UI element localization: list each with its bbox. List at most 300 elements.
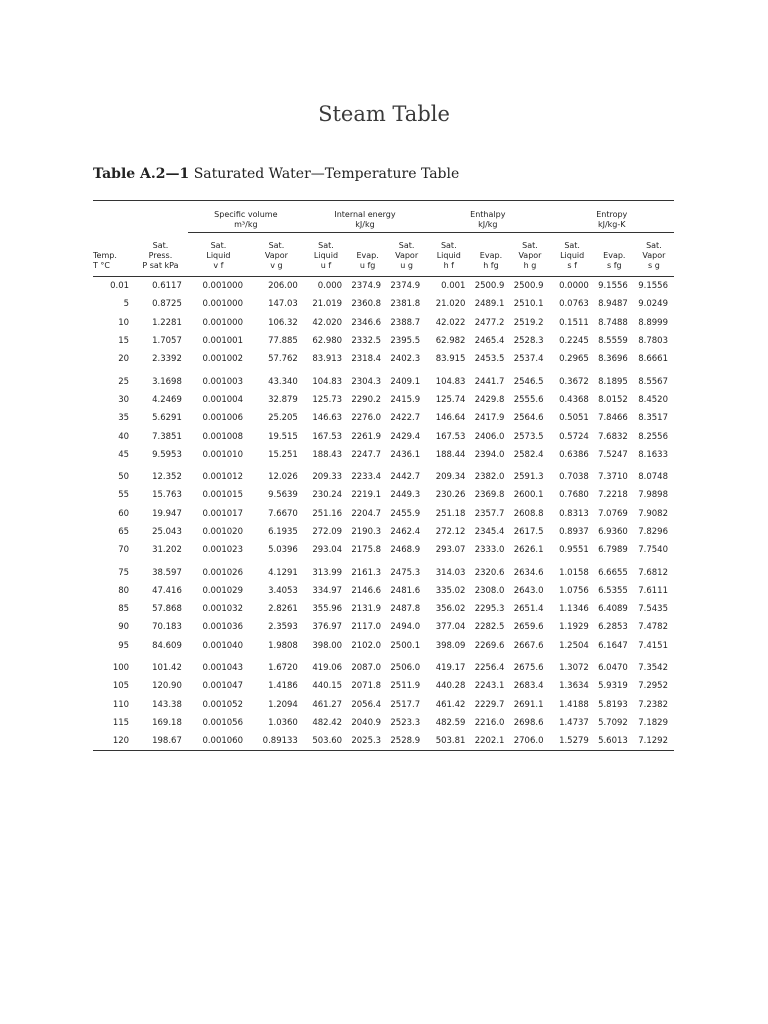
table-cell: 0.2245 [559, 336, 589, 347]
table-row [93, 350, 674, 368]
table-cell: 7.6111 [638, 585, 668, 596]
table-cell: 419.06 [312, 663, 343, 674]
table-cell: 0.1511 [559, 317, 589, 328]
table-cell: 0.001040 [202, 640, 243, 651]
table-cell: 5.7092 [598, 717, 628, 728]
table-cell: 9.5639 [268, 490, 298, 501]
table-cell: 9.1556 [638, 281, 668, 292]
table-cell: 376.97 [312, 622, 343, 633]
table-cell: 7.0769 [598, 508, 628, 519]
table-cell: 2056.4 [351, 699, 382, 710]
table-cell: 0.001006 [202, 413, 243, 424]
table-cell: 0.001060 [188, 732, 249, 751]
table-cell: 21.020 [435, 299, 466, 310]
table-cell: 0.2965 [559, 354, 589, 365]
table-cell: 2517.7 [390, 699, 421, 710]
table-cell: 6.1935 [268, 527, 298, 537]
table-cell: 0.001010 [202, 449, 243, 460]
table-cell: 7.6670 [268, 508, 298, 519]
table-cell: 105 [112, 681, 130, 692]
column-header: Sat. Vapor h g [510, 233, 549, 277]
table-cell: 2455.9 [390, 508, 421, 519]
table-cell: 31.202 [152, 545, 182, 556]
table-cell: 8.3517 [638, 413, 668, 424]
table-cell: 0.001017 [202, 508, 243, 519]
table-cell: 5.6291 [152, 413, 182, 424]
table-cell: 7.4151 [638, 640, 668, 651]
table-cell: 12.026 [268, 472, 298, 483]
table-cell: 1.0158 [559, 567, 589, 578]
column-header: Sat. Press. P sat kPa [133, 233, 188, 277]
table-cell: 2394.0 [474, 449, 505, 460]
table-cell: 1.1346 [559, 604, 589, 615]
table-cell: 21.019 [312, 299, 343, 310]
table-row [93, 505, 674, 523]
table-cell: 77.885 [268, 336, 298, 347]
table-cell: 8.6661 [638, 354, 668, 365]
table-cell: 2146.6 [351, 585, 382, 596]
table-cell: 0.001000 [202, 317, 243, 328]
table-cell: 45 [118, 449, 130, 460]
table-cell: 2634.6 [513, 567, 544, 578]
table-cell: 2374.9 [390, 281, 421, 292]
table-cell: 0.001047 [202, 681, 243, 692]
table-cell: 7.3851 [152, 431, 182, 442]
table-cell: 4.1291 [268, 567, 298, 578]
table-cell: 5 [123, 299, 130, 310]
table-cell: 0.6386 [559, 449, 589, 460]
table-row [93, 732, 674, 751]
table-cell: 65 [118, 527, 130, 537]
table-cell: 2500.1 [390, 640, 421, 651]
table-cell: 2683.4 [513, 681, 544, 692]
table-cell: 2643.0 [513, 585, 544, 596]
table-cell: 15.763 [152, 490, 182, 501]
table-cell: 0.3672 [559, 376, 589, 387]
table-cell: 2040.9 [351, 717, 382, 728]
table-cell: 0.4368 [559, 394, 589, 405]
table-cell: 2357.7 [474, 508, 505, 519]
table-cell: 0.0000 [559, 281, 589, 292]
steam-table-container [93, 200, 674, 751]
table-cell: 2229.7 [474, 699, 505, 710]
table-cell: 503.81 [426, 732, 471, 751]
table-cell: 6.4089 [598, 604, 628, 615]
table-cell: 2295.3 [474, 604, 505, 615]
table-cell: 482.42 [312, 717, 343, 728]
table-cell: 0.001052 [202, 699, 243, 710]
table-cell: 125.74 [435, 394, 466, 405]
table-cell: 2591.3 [513, 472, 544, 483]
table-cell: 2422.7 [390, 413, 421, 424]
table-cell: 1.2281 [152, 317, 182, 328]
table-cell: 25.205 [268, 413, 298, 424]
table-cell: 2282.5 [474, 622, 505, 633]
table-cell: 2651.4 [513, 604, 544, 615]
table-cell: 25 [118, 376, 130, 387]
table-cell: 0.89133 [249, 732, 304, 751]
saturated-water-table [93, 200, 674, 751]
table-cell: 0.001056 [202, 717, 243, 728]
table-cell: 147.03 [268, 299, 298, 310]
table-cell: 8.0748 [638, 472, 668, 483]
table-cell: 1.2504 [559, 640, 589, 651]
table-cell: 12.352 [152, 472, 182, 483]
table-cell: 1.0756 [559, 585, 589, 596]
table-cell: 2320.6 [474, 567, 505, 578]
table-cell: 209.34 [435, 472, 466, 483]
table-cell: 293.07 [435, 545, 466, 556]
table-row [93, 427, 674, 445]
table-cell: 57.762 [268, 354, 298, 365]
table-cell: 0.001036 [202, 622, 243, 633]
table-cell: 40 [118, 431, 130, 442]
table-cell: 2369.8 [474, 490, 505, 501]
table-cell: 0.5724 [559, 431, 589, 442]
group-specific-volume: Specific volume m³/kg [188, 200, 304, 233]
table-cell: 0.000 [317, 281, 343, 292]
column-header: Sat. Liquid v f [188, 233, 249, 277]
table-cell: 0.001032 [202, 604, 243, 615]
table-cell: 47.416 [152, 585, 182, 596]
table-cell: 1.7057 [152, 336, 182, 347]
table-cell: 1.4188 [559, 699, 589, 710]
table-cell: 10 [118, 317, 130, 328]
table-cell: 335.02 [435, 585, 466, 596]
table-cell: 0.001 [441, 281, 466, 292]
table-cell: 188.44 [435, 449, 466, 460]
table-cell: 95 [118, 640, 130, 651]
table-cell: 2071.8 [351, 681, 382, 692]
table-cell: 313.99 [312, 567, 343, 578]
table-cell: 7.9898 [638, 490, 668, 501]
table-cell: 2449.3 [390, 490, 421, 501]
column-header: Sat. Vapor s g [634, 233, 674, 277]
table-cell: 334.97 [312, 585, 343, 596]
table-cell: 7.4782 [638, 622, 668, 633]
table-cell: 1.3634 [559, 681, 589, 692]
table-cell: 251.18 [435, 508, 466, 519]
table-cell: 2161.3 [351, 567, 382, 578]
table-cell: 8.1895 [598, 376, 628, 387]
page-title: Steam Table [318, 102, 450, 126]
table-cell: 7.6812 [638, 567, 668, 578]
table-cell: 7.7540 [638, 545, 668, 556]
table-cell: 38.597 [152, 567, 182, 578]
table-body [93, 277, 674, 751]
table-cell: 167.53 [435, 431, 466, 442]
table-cell: 1.0360 [268, 717, 298, 728]
table-cell: 104.83 [312, 376, 343, 387]
table-cell: 2546.5 [513, 376, 544, 387]
table-cell: 2308.0 [474, 585, 505, 596]
table-cell: 90 [118, 622, 130, 633]
table-cell: 7.5435 [638, 604, 668, 615]
table-cell: 0.0763 [559, 299, 589, 310]
table-cell: 43.340 [268, 376, 298, 387]
table-cell: 70.183 [152, 622, 182, 633]
table-cell: 2468.9 [390, 545, 421, 556]
table-cell: 100 [112, 663, 130, 674]
table-cell: 2537.4 [513, 354, 544, 365]
table-cell: 2441.7 [474, 376, 505, 387]
table-row [93, 295, 674, 313]
table-cell: 2500.9 [474, 281, 505, 292]
column-header: Evap. s fg [595, 233, 634, 277]
table-cell: 2216.0 [474, 717, 505, 728]
table-cell: 2582.4 [513, 449, 544, 460]
table-cell: 5.6013 [595, 732, 634, 751]
table-cell: 1.4186 [268, 681, 298, 692]
table-cell: 15 [118, 336, 130, 347]
table-cell: 377.04 [435, 622, 466, 633]
table-cell: 198.67 [133, 732, 188, 751]
table-cell: 7.3542 [638, 663, 668, 674]
table-cell: 2442.7 [390, 472, 421, 483]
table-cell: 85 [118, 604, 130, 615]
table-cell: 0.8725 [152, 299, 182, 310]
table-cell: 2332.5 [351, 336, 382, 347]
table-cell: 7.1829 [638, 717, 668, 728]
column-header: Sat. Liquid h f [426, 233, 471, 277]
table-cell: 272.09 [312, 527, 343, 537]
table-cell: 7.2382 [638, 699, 668, 710]
table-row [93, 464, 674, 486]
table-cell: 8.7803 [638, 336, 668, 347]
table-cell: 62.982 [435, 336, 466, 347]
table-cell: 6.9360 [598, 527, 628, 537]
table-cell: 0.001029 [202, 585, 243, 596]
table-cell: 2415.9 [390, 394, 421, 405]
table-cell: 2388.7 [390, 317, 421, 328]
table-cell: 0.001000 [202, 299, 243, 310]
table-cell: 2667.6 [513, 640, 544, 651]
table-cell: 0.001012 [202, 472, 243, 483]
table-cell: 7.8466 [598, 413, 628, 424]
table-cell: 2564.6 [513, 413, 544, 424]
table-cell: 2261.9 [351, 431, 382, 442]
table-cell: 7.2952 [638, 681, 668, 692]
table-cell: 6.6655 [598, 567, 628, 578]
table-cell: 19.515 [268, 431, 298, 442]
table-cell: 2511.9 [390, 681, 421, 692]
table-cell: 2269.6 [474, 640, 505, 651]
table-cell: 2276.0 [351, 413, 382, 424]
table-cell: 84.609 [152, 640, 182, 651]
table-cell: 1.6720 [268, 663, 298, 674]
table-cell: 2617.5 [513, 527, 544, 537]
table-cell: 0.8313 [559, 508, 589, 519]
table-row [93, 277, 674, 296]
table-cell: 2233.4 [351, 472, 382, 483]
table-cell: 0.001008 [202, 431, 243, 442]
table-cell: 8.2556 [638, 431, 668, 442]
table-cell: 15.251 [268, 449, 298, 460]
table-cell: 1.3072 [559, 663, 589, 674]
table-cell: 5.0396 [268, 545, 298, 556]
group-header-row [93, 200, 674, 233]
table-cell: 19.947 [152, 508, 182, 519]
table-cell: 0.001015 [202, 490, 243, 501]
table-row [93, 714, 674, 732]
column-header: Sat. Vapor u g [387, 233, 426, 277]
table-cell: 80 [118, 585, 130, 596]
table-cell: 2402.3 [390, 354, 421, 365]
group-internal-energy: Internal energy kJ/kg [304, 200, 426, 233]
table-cell: 62.980 [312, 336, 343, 347]
table-cell: 2608.8 [513, 508, 544, 519]
table-cell: 314.03 [435, 567, 466, 578]
table-cell: 355.96 [312, 604, 343, 615]
table-cell: 8.9487 [598, 299, 628, 310]
table-cell: 8.5567 [638, 376, 668, 387]
table-cell: 8.0152 [598, 394, 628, 405]
table-cell: 398.09 [435, 640, 466, 651]
column-header: Evap. h fg [471, 233, 510, 277]
column-header: Sat. Liquid u f [304, 233, 348, 277]
table-cell: 2243.1 [474, 681, 505, 692]
table-cell: 2706.0 [510, 732, 549, 751]
table-cell: 2477.2 [474, 317, 505, 328]
table-cell: 2487.8 [390, 604, 421, 615]
table-cell: 6.1647 [598, 640, 628, 651]
table-cell: 2087.0 [351, 663, 382, 674]
table-cell: 1.2094 [268, 699, 298, 710]
table-cell: 120 [93, 732, 133, 751]
table-cell: 104.83 [435, 376, 466, 387]
table-cell: 0.7680 [559, 490, 589, 501]
table-cell: 206.00 [268, 281, 298, 292]
table-cell: 146.63 [312, 413, 343, 424]
table-cell: 2102.0 [351, 640, 382, 651]
table-cell: 120.90 [152, 681, 182, 692]
table-cell: 0.9551 [559, 545, 589, 556]
table-top-rule [93, 200, 674, 201]
table-cell: 2345.4 [474, 527, 505, 537]
table-cell: 8.3696 [598, 354, 628, 365]
column-header-row [93, 233, 674, 277]
column-header: Temp. T °C [93, 233, 133, 277]
table-cell: 503.60 [304, 732, 348, 751]
table-cell: 2175.8 [351, 545, 382, 556]
table-cell: 7.9082 [638, 508, 668, 519]
table-cell: 6.7989 [598, 545, 628, 556]
table-cell: 0.001001 [202, 336, 243, 347]
table-row [93, 677, 674, 695]
table-cell: 2.3392 [152, 354, 182, 365]
table-cell: 0.001000 [202, 281, 243, 292]
table-cell: 167.53 [312, 431, 343, 442]
table-cell: 0.001003 [202, 376, 243, 387]
table-cell: 2510.1 [513, 299, 544, 310]
table-cell: 2219.1 [351, 490, 382, 501]
column-header: Sat. Liquid s f [549, 233, 594, 277]
table-row [93, 368, 674, 390]
table-row [93, 618, 674, 636]
table-cell: 2190.3 [351, 527, 382, 537]
table-cell: 146.64 [435, 413, 466, 424]
table-cell: 2659.6 [513, 622, 544, 633]
table-cell: 2465.4 [474, 336, 505, 347]
table-cell: 2481.6 [390, 585, 421, 596]
table-row [93, 409, 674, 427]
group-entropy: Entropy kJ/kg-K [549, 200, 674, 233]
table-cell: 7.2218 [598, 490, 628, 501]
table-cell: 9.1556 [598, 281, 628, 292]
table-cell: 2304.3 [351, 376, 382, 387]
table-cell: 251.16 [312, 508, 343, 519]
table-cell: 356.02 [435, 604, 466, 615]
table-cell: 8.1633 [638, 449, 668, 460]
table-cell: 2573.5 [513, 431, 544, 442]
table-cell: 0.001023 [202, 545, 243, 556]
table-cell: 2519.2 [513, 317, 544, 328]
table-cell: 7.3710 [598, 472, 628, 483]
table-cell: 440.15 [312, 681, 343, 692]
table-cell: 2256.4 [474, 663, 505, 674]
table-cell: 1.1929 [559, 622, 589, 633]
table-cell: 8.4520 [638, 394, 668, 405]
table-cell: 35 [118, 413, 130, 424]
table-cell: 0.001002 [202, 354, 243, 365]
table-cell: 115 [112, 717, 130, 728]
table-cell: 0.8937 [559, 527, 589, 537]
table-cell: 1.9808 [268, 640, 298, 651]
table-cell: 0.001026 [202, 567, 243, 578]
table-cell: 2489.1 [474, 299, 505, 310]
table-cell: 230.26 [435, 490, 466, 501]
table-cell: 83.913 [312, 354, 343, 365]
table-cell: 101.42 [152, 663, 182, 674]
table-cell: 7.8296 [638, 527, 668, 537]
table-cell: 2453.5 [474, 354, 505, 365]
table-cell: 2626.1 [513, 545, 544, 556]
table-cell: 2691.1 [513, 699, 544, 710]
table-cell: 482.59 [435, 717, 466, 728]
table-cell: 60 [118, 508, 130, 519]
table-cell: 2117.0 [351, 622, 382, 633]
table-cell: 188.43 [312, 449, 343, 460]
table-cell: 9.5953 [152, 449, 182, 460]
table-row [93, 637, 674, 655]
table-cell: 272.12 [435, 527, 466, 537]
table-cell: 461.42 [435, 699, 466, 710]
table-cell: 42.020 [312, 317, 343, 328]
table-cell: 6.0470 [598, 663, 628, 674]
table-cell: 0.001004 [202, 394, 243, 405]
table-cell: 2436.1 [390, 449, 421, 460]
table-cell: 110 [112, 699, 130, 710]
table-row [93, 541, 674, 559]
table-cell: 2698.6 [513, 717, 544, 728]
table-row [93, 600, 674, 618]
table-cell: 8.5559 [598, 336, 628, 347]
table-cell: 2555.6 [513, 394, 544, 405]
table-cell: 2500.9 [513, 281, 544, 292]
table-cell: 2318.4 [351, 354, 382, 365]
table-cell: 2528.3 [513, 336, 544, 347]
table-row [93, 314, 674, 332]
table-cell: 2528.9 [387, 732, 426, 751]
table-cell: 55 [118, 490, 130, 501]
table-cell: 2675.6 [513, 663, 544, 674]
group-enthalpy: Enthalpy kJ/kg [426, 200, 549, 233]
table-cell: 70 [118, 545, 130, 556]
table-cell: 57.868 [152, 604, 182, 615]
table-cell: 9.0249 [638, 299, 668, 310]
table-cell: 0.001043 [202, 663, 243, 674]
table-cell: 2600.1 [513, 490, 544, 501]
